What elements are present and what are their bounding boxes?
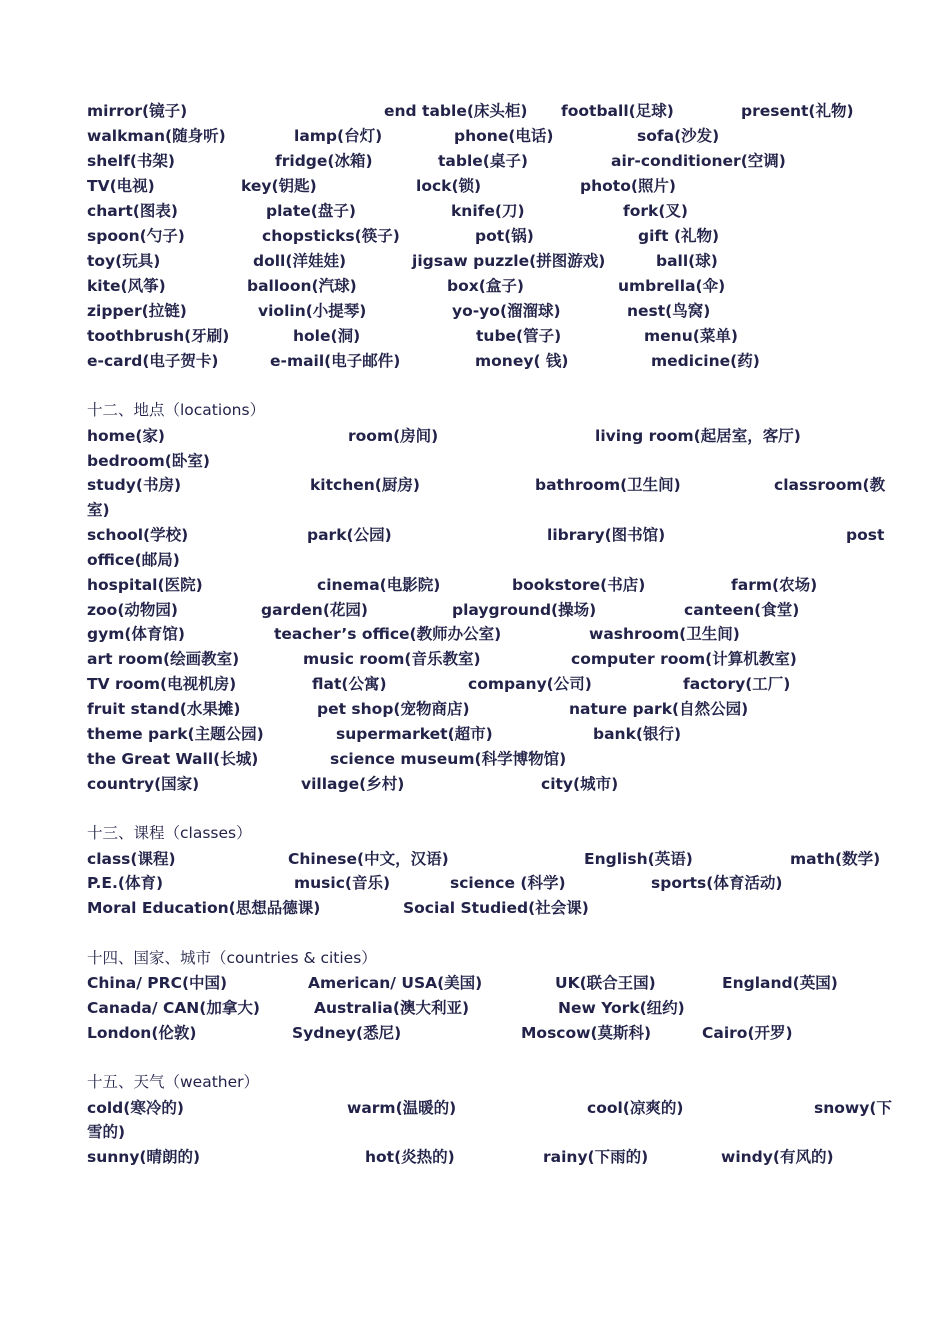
- vocab-entry: American/ USA(美国): [308, 974, 483, 992]
- vocab-line: [0, 523, 950, 547]
- vocab-entry: football(足球): [561, 102, 674, 120]
- vocab-line: [0, 224, 950, 248]
- vocab-entry: living room(起居室，客厅): [595, 427, 801, 445]
- vocab-line: [0, 274, 950, 298]
- section-heading: 十二、地点（locations）: [87, 401, 266, 419]
- vocab-entry: supermarket(超市): [336, 725, 493, 743]
- vocab-entry: walkman(随身听): [87, 127, 226, 145]
- vocab-entry: cold(寒冷的): [87, 1099, 184, 1117]
- vocab-entry: chart(图表): [87, 202, 178, 220]
- vocab-line: [0, 697, 950, 721]
- vocab-entry: knife(刀): [451, 202, 525, 220]
- vocab-entry: computer room(计算机教室): [571, 650, 797, 668]
- vocab-entry: lamp(台灯): [294, 127, 383, 145]
- vocab-entry: spoon(勺子): [87, 227, 185, 245]
- vocab-entry: music(音乐): [294, 874, 391, 892]
- vocab-entry: end table(床头柜): [384, 102, 528, 120]
- vocab-entry: jigsaw puzzle(拼图游戏): [412, 252, 606, 270]
- vocab-entry: village(乡村): [301, 775, 405, 793]
- vocab-entry: music room(音乐教室): [303, 650, 481, 668]
- vocab-entry: science (科学): [450, 874, 566, 892]
- vocab-entry: umbrella(伞): [618, 277, 726, 295]
- vocab-entry: windy(有风的): [721, 1148, 834, 1166]
- vocab-entry: park(公园): [307, 526, 392, 544]
- vocab-entry: e-card(电子贺卡): [87, 352, 219, 370]
- vocab-entry: zoo(动物园): [87, 601, 178, 619]
- vocab-line: [0, 424, 950, 448]
- vocab-entry: P.E.(体育): [87, 874, 164, 892]
- vocab-entry: e-mail(电子邮件): [270, 352, 401, 370]
- vocab-entry: key(钥匙): [241, 177, 317, 195]
- vocab-entry: shelf(书架): [87, 152, 175, 170]
- vocab-entry: art room(绘画教室): [87, 650, 240, 668]
- vocab-entry: Social Studied(社会课): [403, 899, 589, 917]
- vocab-entry: library(图书馆): [547, 526, 666, 544]
- vocab-line: [0, 847, 950, 871]
- vocab-entry: snowy(下: [814, 1099, 892, 1117]
- vocab-entry: lock(锁): [416, 177, 482, 195]
- vocab-line: [0, 249, 950, 273]
- vocab-entry: playground(操场): [452, 601, 597, 619]
- vocab-entry: gym(体育馆): [87, 625, 186, 643]
- vocab-line: [0, 1096, 950, 1120]
- vocab-entry: fridge(冰箱): [275, 152, 373, 170]
- vocab-entry: teacher’s office(教师办公室): [274, 625, 502, 643]
- vocab-line: [0, 622, 950, 646]
- vocab-entry: doll(洋娃娃): [253, 252, 347, 270]
- vocab-entry: nest(鸟窝): [627, 302, 711, 320]
- vocab-entry: Canada/ CAN(加拿大): [87, 999, 260, 1017]
- vocab-line: [0, 871, 950, 895]
- vocab-entry: plate(盘子): [266, 202, 356, 220]
- vocab-line: [0, 598, 950, 622]
- vocab-entry: warm(温暖的): [347, 1099, 457, 1117]
- section-heading: 十三、课程（classes）: [87, 824, 252, 842]
- vocab-line: [0, 1120, 950, 1144]
- vocab-entry: school(学校): [87, 526, 189, 544]
- vocab-entry: English(英语): [584, 850, 693, 868]
- vocab-line: [0, 324, 950, 348]
- vocab-entry: UK(联合王国): [555, 974, 656, 992]
- vocab-line: [0, 672, 950, 696]
- vocab-entry: rainy(下雨的): [543, 1148, 649, 1166]
- vocab-entry: bank(银行): [593, 725, 682, 743]
- vocab-entry: mirror(镜子): [87, 102, 188, 120]
- vocab-entry: factory(工厂): [683, 675, 791, 693]
- vocab-entry: fruit stand(水果摊): [87, 700, 241, 718]
- vocab-line: [0, 573, 950, 597]
- vocab-line: [0, 449, 950, 473]
- vocab-entry: bookstore(书店): [512, 576, 646, 594]
- vocab-entry: study(书房): [87, 476, 182, 494]
- vocab-entry: table(桌子): [438, 152, 528, 170]
- vocab-line: [0, 772, 950, 796]
- vocab-entry: Cairo(开罗): [702, 1024, 793, 1042]
- vocab-entry: menu(菜单): [644, 327, 738, 345]
- vocab-entry: science museum(科学博物馆): [330, 750, 567, 768]
- vocab-entry: bedroom(卧室): [87, 452, 210, 470]
- vocab-entry: box(盒子): [447, 277, 524, 295]
- section-heading-locations: [0, 398, 950, 422]
- section-heading-classes: [0, 821, 950, 845]
- section-heading-countries: [0, 946, 950, 970]
- vocab-entry: math(数学): [790, 850, 881, 868]
- vocab-entry: classroom(教: [774, 476, 886, 494]
- vocab-entry: nature park(自然公园): [569, 700, 749, 718]
- vocab-entry: chopsticks(筷子): [262, 227, 400, 245]
- vocab-line: [0, 1021, 950, 1045]
- vocab-line: [0, 971, 950, 995]
- vocab-entry: cinema(电影院): [317, 576, 441, 594]
- vocab-entry: TV room(电视机房): [87, 675, 237, 693]
- section-heading: 十四、国家、城市（countries & cities）: [87, 949, 377, 967]
- vocab-entry: London(伦敦): [87, 1024, 197, 1042]
- vocab-line: [0, 747, 950, 771]
- vocab-entry: theme park(主题公园): [87, 725, 264, 743]
- vocab-entry: country(国家): [87, 775, 200, 793]
- vocab-entry: photo(照片): [580, 177, 677, 195]
- vocab-line: [0, 1145, 950, 1169]
- vocab-line: [0, 548, 950, 572]
- vocab-entry: tube(管子): [476, 327, 562, 345]
- vocab-entry: home(家): [87, 427, 166, 445]
- vocab-line: [0, 99, 950, 123]
- vocab-entry: cool(凉爽的): [587, 1099, 684, 1117]
- vocab-entry: toothbrush(牙刷): [87, 327, 230, 345]
- vocab-entry: medicine(药): [651, 352, 760, 370]
- vocab-entry: pet shop(宠物商店): [317, 700, 470, 718]
- vocab-entry: bathroom(卫生间): [535, 476, 681, 494]
- vocab-entry: sofa(沙发): [637, 127, 720, 145]
- vocab-entry: toy(玩具): [87, 252, 161, 270]
- vocab-entry: kite(风筝): [87, 277, 166, 295]
- vocab-entry: present(礼物): [741, 102, 854, 120]
- section-heading: 十五、天气（weather）: [87, 1073, 260, 1091]
- vocab-entry: flat(公寓): [312, 675, 387, 693]
- vocab-entry: zipper(拉链): [87, 302, 187, 320]
- vocab-line: [0, 996, 950, 1020]
- vocab-entry: hot(炎热的): [365, 1148, 455, 1166]
- vocab-entry: Moscow(莫斯科): [521, 1024, 652, 1042]
- vocab-entry: sunny(晴朗的): [87, 1148, 201, 1166]
- vocab-entry: gift (礼物): [638, 227, 720, 245]
- vocab-line: [0, 647, 950, 671]
- vocab-entry: washroom(卫生间): [589, 625, 740, 643]
- vocab-entry: money( 钱): [475, 352, 569, 370]
- vocab-line: [0, 299, 950, 323]
- vocab-line: [0, 174, 950, 198]
- vocab-entry: TV(电视): [87, 177, 155, 195]
- vocab-entry: post: [846, 526, 885, 544]
- vocab-entry: England(英国): [722, 974, 838, 992]
- vocab-line: [0, 199, 950, 223]
- vocab-entry: New York(纽约): [558, 999, 685, 1017]
- vocab-entry: Moral Education(思想品德课): [87, 899, 321, 917]
- vocab-line: [0, 349, 950, 373]
- vocab-entry: China/ PRC(中国): [87, 974, 228, 992]
- vocab-entry: 室): [87, 501, 110, 519]
- vocab-entry: hole(洞): [293, 327, 361, 345]
- vocab-line: [0, 896, 950, 920]
- vocab-entry: farm(农场): [731, 576, 818, 594]
- vocab-entry: company(公司): [468, 675, 592, 693]
- vocab-entry: sports(体育活动): [651, 874, 783, 892]
- vocab-entry: garden(花园): [261, 601, 369, 619]
- vocab-entry: phone(电话): [454, 127, 554, 145]
- vocab-entry: office(邮局): [87, 551, 180, 569]
- vocab-entry: balloon(汽球): [247, 277, 357, 295]
- vocab-line: [0, 473, 950, 497]
- vocab-entry: the Great Wall(长城): [87, 750, 259, 768]
- section-heading-weather: [0, 1070, 950, 1094]
- vocab-entry: Chinese(中文，汉语): [288, 850, 449, 868]
- vocab-line: [0, 149, 950, 173]
- vocab-entry: violin(小提琴): [258, 302, 367, 320]
- vocab-entry: hospital(医院): [87, 576, 203, 594]
- vocab-entry: ball(球): [656, 252, 718, 270]
- vocab-entry: air-conditioner(空调): [611, 152, 786, 170]
- vocab-entry: class(课程): [87, 850, 176, 868]
- vocab-line: [0, 722, 950, 746]
- vocab-entry: kitchen(厨房): [310, 476, 420, 494]
- vocab-entry: city(城市): [541, 775, 619, 793]
- vocab-entry: fork(叉): [623, 202, 689, 220]
- vocab-entry: room(房间): [348, 427, 439, 445]
- vocab-entry: yo-yo(溜溜球): [452, 302, 561, 320]
- vocab-entry: Sydney(悉尼): [292, 1024, 402, 1042]
- vocab-entry: canteen(食堂): [684, 601, 800, 619]
- vocab-entry: pot(锅): [475, 227, 534, 245]
- vocab-entry: Australia(澳大利亚): [314, 999, 470, 1017]
- vocab-line: [0, 124, 950, 148]
- vocab-line: [0, 498, 950, 522]
- vocab-entry: 雪的): [87, 1123, 126, 1141]
